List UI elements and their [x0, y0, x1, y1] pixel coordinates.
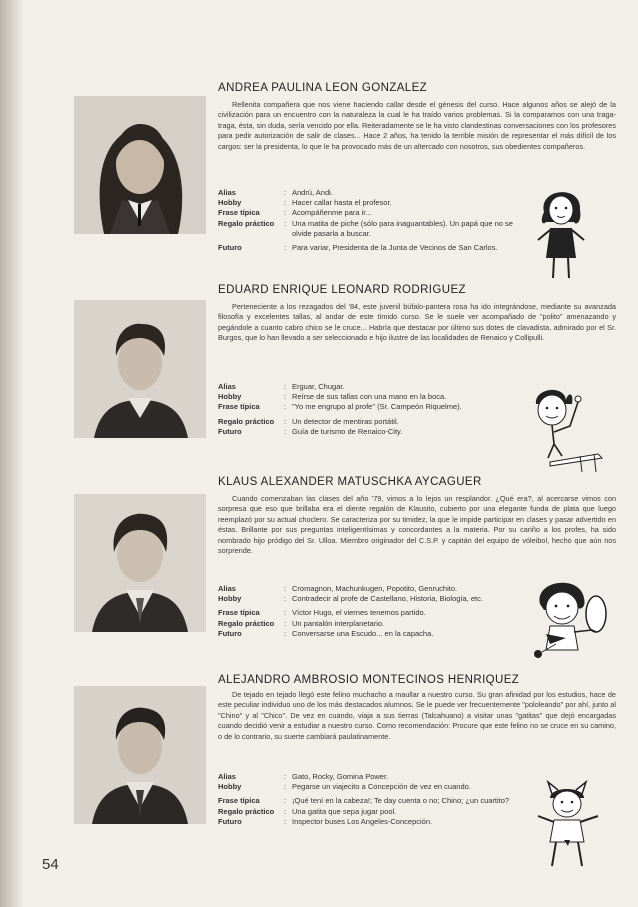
field-value: Pegarse un viajecito a Concepción de vez en cuando.: [292, 782, 471, 792]
field-value: Erguar, Chugar.: [292, 382, 345, 391]
field-value: Un detector de mentiras portátil.: [292, 416, 399, 426]
field-label: Frase típica: [218, 402, 260, 412]
field-label: Hobby: [218, 594, 242, 604]
field-value: Reírse de sus tallas con una mano en la boca.: [292, 392, 447, 402]
field-phrase: Frase típica : Víctor Hugo, el viernes tenemos partido.: [218, 608, 518, 618]
field-value: Una matita de piche (sólo para inaguantables). Un papá que no se olvide pasarla a buscar.: [292, 218, 513, 238]
field-alias: Alias : Cromagnon, Machunkugen, Popotito, Genruchito.: [218, 584, 518, 594]
student-photo: [74, 96, 206, 234]
field-value: Conversarse una Escudo... en la capacha.: [292, 628, 434, 638]
student-fields: [218, 772, 518, 827]
field-gift: Regalo práctico : Una matita de piche (sólo para inaguantables). Un papá que no se olvide pasarla a buscar.: [218, 219, 518, 239]
field-label: Hobby: [218, 392, 242, 402]
field-value: Guía de turismo de Renaico-City.: [292, 426, 403, 436]
student-fields: [218, 584, 518, 639]
student-name: ALEJANDRO AMBROSIO MONTECINOS HENRIQUEZ: [218, 674, 520, 686]
field-value: "Yo me engrupo al profe" (Sr. Campeón Riquelme).: [292, 402, 462, 412]
student-bio: Rellenita compañera que nos viene haciendo callar desde el génesis del curso. Hace algunos años se alejó de la civilización para un encuentro con la naturaleza la cual le ha traído varios problemas. Si la comparamos con una traga-traga, ésta, sin duda, sería vencido por ella. Reiteradamente se le ha visto clandestinas conversaciones con los profesores para pedir autorización de salir de clases... Hace 2 años, ha tenido la terrible misión de representar el más difícil de los cargos: ser la presidenta, lo que le ha provocado más de un altercado con nosotros, sus obedientes compañeros.: [218, 100, 616, 151]
student-photo: [74, 300, 206, 438]
field-value: Una gatita que sepa jugar pool.: [292, 806, 397, 816]
field-label: Hobby: [218, 198, 242, 208]
student-photo: [74, 494, 206, 632]
field-label: Regalo práctico: [218, 806, 275, 816]
field-value: Acompáñenme para ir...: [292, 208, 372, 218]
field-hobby: Hobby : Pegarse un viajecito a Concepción de vez en cuando.: [218, 782, 518, 792]
field-label: Futuro: [218, 243, 242, 253]
field-future: Futuro : Conversarse una Escudo... en la capacha.: [218, 629, 518, 639]
field-future: Futuro : Guía de turismo de Renaico-City.: [218, 427, 518, 437]
field-label: Alias: [218, 772, 236, 781]
field-hobby: Hobby : Hacer callar hasta el profesor.: [218, 198, 518, 208]
field-phrase: Frase típica : Acompáñenme para ir...: [218, 208, 518, 218]
field-value: Un pantalón interplanetario.: [292, 618, 385, 628]
field-value: Víctor Hugo, el viernes tenemos partido.: [292, 608, 426, 618]
field-value: Cromagnon, Machunkugen, Popotito, Genruchito.: [292, 584, 458, 593]
field-alias: Alias : Andrú, Andi.: [218, 188, 518, 198]
field-gift: Regalo práctico : Una gatita que sepa jugar pool.: [218, 807, 518, 817]
field-label: Frase típica: [218, 608, 260, 618]
student-bio: Perteneciente a los rezagados del '84, este juvenil búfalo-pantera rosa ha ido integrándose, mediante su avanzada filosofía y excelentes tallas, al andar de este tímido curso. Se le suele ver acompañado de "polito" amenazando y pegándole a cuanto cabro chico se le cruce... Habría que destacar por último sus dotes de clavadista, admirado por el Sr. Burgos, que lo han llevado a ser seleccionado e hijo ilustre de las localidades de Renaico y Collipulli.: [218, 302, 616, 343]
field-label: Futuro: [218, 426, 242, 436]
field-alias: Alias : Gato, Rocky, Gomina Power.: [218, 772, 518, 782]
field-label: Frase típica: [218, 208, 260, 218]
field-value: Gato, Rocky, Gomina Power.: [292, 772, 389, 781]
student-name: EDUARD ENRIQUE LEONARD RODRIGUEZ: [218, 284, 466, 296]
field-phrase: Frase típica : "Yo me engrupo al profe" (Sr. Campeón Riquelme).: [218, 402, 518, 412]
student-bio: Cuando comenzaban las clases del año '79, vimos a lo lejos un resplandor. ¿Qué era?, al acercarse vimos con sorpresa que eso que brillaba era el diente regalón de Klausito, cubierto por una elegante funda de plata que luego reemplazó por su actual choclero. Se caracteriza por su timidez, la que le impide participar en clases y pasar advertido en éstas. Brillante por sus preguntas inteligentísimas y concordantes a la materia. Por su cariño a los profes, ha sido nombrado hijo pródigo del Sr. Ulloa. Miembro originador del C.S.P. y capitán del equipo de vóleibol, hecho que aún nos sorprende.: [218, 494, 616, 556]
field-value: ¡Qué tení en la cabeza!; Te day cuenta o no; Chino; ¿un cuartito?: [292, 796, 510, 806]
book-binding-shadow: [0, 0, 22, 907]
student-name: ANDREA PAULINA LEON GONZALEZ: [218, 82, 428, 94]
field-label: Frase típica: [218, 796, 260, 806]
field-label: Regalo práctico: [218, 618, 275, 628]
caricature-diver-drawing: [520, 382, 610, 477]
field-future: Futuro : Para variar, Presidenta de la Junta de Vecinos de San Carlos.: [218, 243, 518, 253]
field-label: Alias: [218, 188, 236, 197]
field-label: Futuro: [218, 816, 242, 826]
field-label: Futuro: [218, 628, 242, 638]
student-bio: De tejado en tejado llegó este felino muchacho a maullar a nuestro curso. Su gran afinidad por los estudios, hace de este peculiar individuo uno de los más destacados alumnos. Se le puede ver frecuentemente "pololeando" por ahí, junto al "Chino" y al "Chico". De vez en cuando, viaja a sus tierras (Talcahuano) a visitar unas "gatitas" que dejó encargadas cuando decidió venir a estudiar a nuestro curso. Como recomendación: Procure que este felino no se cruce en su camino, o de lo contrario, su suerte cambiará paulatinamente.: [218, 690, 616, 741]
caricature-devil-drawing: [528, 780, 608, 875]
field-label: Hobby: [218, 782, 242, 792]
student-fields: [218, 188, 518, 253]
field-phrase: Frase típica : ¡Qué tení en la cabeza!; Te day cuenta o no; Chino; ¿un cuartito?: [218, 796, 518, 806]
field-hobby: Hobby : Reírse de sus tallas con una mano en la boca.: [218, 392, 518, 402]
student-fields: [218, 382, 518, 437]
student-name: KLAUS ALEXANDER MATUSCHKA AYCAGUER: [218, 476, 482, 488]
field-gift: Regalo práctico : Un pantalón interplanetario.: [218, 619, 518, 629]
caricature-caveman-drawing: [526, 574, 616, 669]
field-value: Hacer callar hasta el profesor.: [292, 198, 392, 208]
field-value: Contradecir al profe de Castellano, Historia, Biología, etc.: [292, 594, 483, 604]
field-label: Alias: [218, 382, 236, 391]
field-value: Inspector buses Los Angeles-Concepción.: [292, 816, 433, 826]
student-photo: [74, 686, 206, 824]
field-value: Andrú, Andi.: [292, 188, 333, 197]
field-future: Futuro : Inspector buses Los Angeles-Concepción.: [218, 817, 518, 827]
field-alias: Alias : Erguar, Chugar.: [218, 382, 518, 392]
field-label: Regalo práctico: [218, 218, 275, 228]
field-label: Alias: [218, 584, 236, 593]
page-number: 54: [42, 856, 59, 873]
field-label: Regalo práctico: [218, 416, 275, 426]
field-value: Para variar, Presidenta de la Junta de Vecinos de San Carlos.: [292, 243, 498, 253]
field-hobby: Hobby : Contradecir al profe de Castellano, Historia, Biología, etc.: [218, 594, 518, 604]
caricature-girl-drawing: [526, 182, 596, 287]
field-gift: Regalo práctico : Un detector de mentiras portátil.: [218, 417, 518, 427]
